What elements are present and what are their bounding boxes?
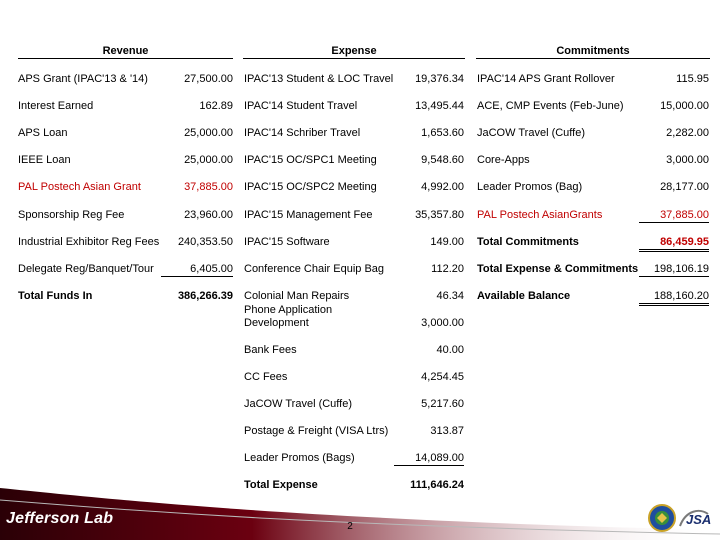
expense-header: Expense bbox=[331, 45, 377, 57]
revenue-value: 162.89 bbox=[199, 100, 233, 112]
doe-seal-icon bbox=[648, 504, 676, 532]
expense-label: Leader Promos (Bags) bbox=[244, 452, 355, 464]
revenue-header-rule bbox=[18, 58, 233, 59]
expense-total-value: 111,646.24 bbox=[410, 479, 464, 491]
expense-label: IPAC'15 Software bbox=[244, 236, 330, 248]
expense-label: Postage & Freight (VISA Ltrs) bbox=[244, 425, 389, 437]
commitment-label: JaCOW Travel (Cuffe) bbox=[477, 127, 585, 139]
revenue-value: 37,885.00 bbox=[184, 181, 233, 193]
commitment-value: 3,000.00 bbox=[666, 154, 709, 166]
revenue-label: PAL Postech Asian Grant bbox=[18, 181, 141, 193]
expense-value: 19,376.34 bbox=[415, 73, 464, 85]
expense-label: IPAC'13 Student & LOC Travel bbox=[244, 73, 394, 85]
commitment-value: 115.95 bbox=[676, 73, 709, 85]
expense-value: 313.87 bbox=[430, 425, 464, 437]
commitment-label: IPAC'14 APS Grant Rollover bbox=[477, 73, 615, 85]
commitment-label: Core-Apps bbox=[477, 154, 530, 166]
expense-label: IPAC'14 Schriber Travel bbox=[244, 127, 361, 139]
available-balance-label: Available Balance bbox=[477, 290, 571, 302]
slide-footer bbox=[0, 460, 720, 540]
expense-value: 3,000.00 bbox=[421, 317, 464, 329]
expense-label: CC Fees bbox=[244, 371, 288, 383]
revenue-value: 6,405.00 bbox=[161, 263, 233, 277]
revenue-total-value: 386,266.39 bbox=[177, 290, 233, 302]
expense-value: 14,089.00 bbox=[394, 452, 464, 466]
expense-label: Colonial Man Repairs bbox=[244, 290, 350, 302]
jsa-logo-icon bbox=[678, 504, 718, 532]
expense-commitments-value: 198,106.19 bbox=[639, 263, 709, 277]
commitments-header: Commitments bbox=[556, 45, 630, 57]
expense-value: 40.00 bbox=[436, 344, 464, 356]
expense-total-label: Total Expense bbox=[244, 479, 318, 491]
available-balance-value: 188,160.20 bbox=[639, 290, 709, 306]
expense-label: IPAC'14 Student Travel bbox=[244, 100, 358, 112]
expense-commitments-label: Total Expense & Commitments bbox=[477, 263, 639, 275]
commitment-value: 37,885.00 bbox=[639, 209, 709, 223]
expense-value: 1,653.60 bbox=[421, 127, 464, 139]
commitment-label: PAL Postech AsianGrants bbox=[477, 209, 603, 221]
commitment-total-value: 86,459.95 bbox=[639, 236, 709, 252]
expense-label: IPAC'15 OC/SPC1 Meeting bbox=[244, 154, 377, 166]
revenue-label: Interest Earned bbox=[18, 100, 94, 112]
expense-value: 5,217.60 bbox=[421, 398, 464, 410]
revenue-label: Sponsorship Reg Fee bbox=[18, 209, 125, 221]
expense-header-rule bbox=[243, 58, 465, 59]
commitment-value: 2,282.00 bbox=[666, 127, 709, 139]
revenue-label: IEEE Loan bbox=[18, 154, 71, 166]
commitment-label: ACE, CMP Events (Feb-June) bbox=[477, 100, 624, 112]
revenue-value: 25,000.00 bbox=[184, 127, 233, 139]
page-number: 2 bbox=[347, 521, 353, 532]
expense-label: Bank Fees bbox=[244, 344, 297, 356]
svg-text:JSA: JSA bbox=[686, 512, 712, 527]
footer-swoosh bbox=[0, 460, 720, 540]
revenue-label: APS Loan bbox=[18, 127, 68, 139]
expense-label: IPAC'15 Management Fee bbox=[244, 209, 373, 221]
expense-value: 13,495.44 bbox=[415, 100, 464, 112]
revenue-value: 25,000.00 bbox=[184, 154, 233, 166]
commitment-value: 28,177.00 bbox=[660, 181, 709, 193]
revenue-value: 23,960.00 bbox=[184, 209, 233, 221]
expense-value: 9,548.60 bbox=[421, 154, 464, 166]
expense-value: 149.00 bbox=[430, 236, 464, 248]
expense-label: Conference Chair Equip Bag bbox=[244, 263, 385, 275]
expense-label: JaCOW Travel (Cuffe) bbox=[244, 398, 352, 410]
revenue-label: Delegate Reg/Banquet/Tour bbox=[18, 263, 154, 275]
revenue-label: Industrial Exhibitor Reg Fees bbox=[18, 236, 160, 248]
jefferson-lab-logo: Jefferson Lab bbox=[6, 510, 114, 527]
commitment-value: 15,000.00 bbox=[660, 100, 709, 112]
expense-value: 35,357.80 bbox=[415, 209, 464, 221]
expense-value: 46.34 bbox=[436, 290, 464, 302]
revenue-header: Revenue bbox=[102, 45, 149, 57]
expense-value: 4,992.00 bbox=[421, 181, 464, 193]
revenue-value: 240,353.50 bbox=[177, 236, 233, 248]
revenue-total-label: Total Funds In bbox=[18, 290, 93, 302]
revenue-label: APS Grant (IPAC'13 & '14) bbox=[18, 73, 148, 85]
commitment-total-label: Total Commitments bbox=[477, 236, 579, 248]
commitments-header-rule bbox=[476, 58, 710, 59]
commitment-label: Leader Promos (Bag) bbox=[477, 181, 583, 193]
expense-label: Phone Application Development bbox=[244, 304, 333, 329]
revenue-value: 27,500.00 bbox=[184, 73, 233, 85]
expense-value: 4,254.45 bbox=[421, 371, 464, 383]
expense-label: IPAC'15 OC/SPC2 Meeting bbox=[244, 181, 377, 193]
expense-value: 112.20 bbox=[431, 263, 464, 275]
